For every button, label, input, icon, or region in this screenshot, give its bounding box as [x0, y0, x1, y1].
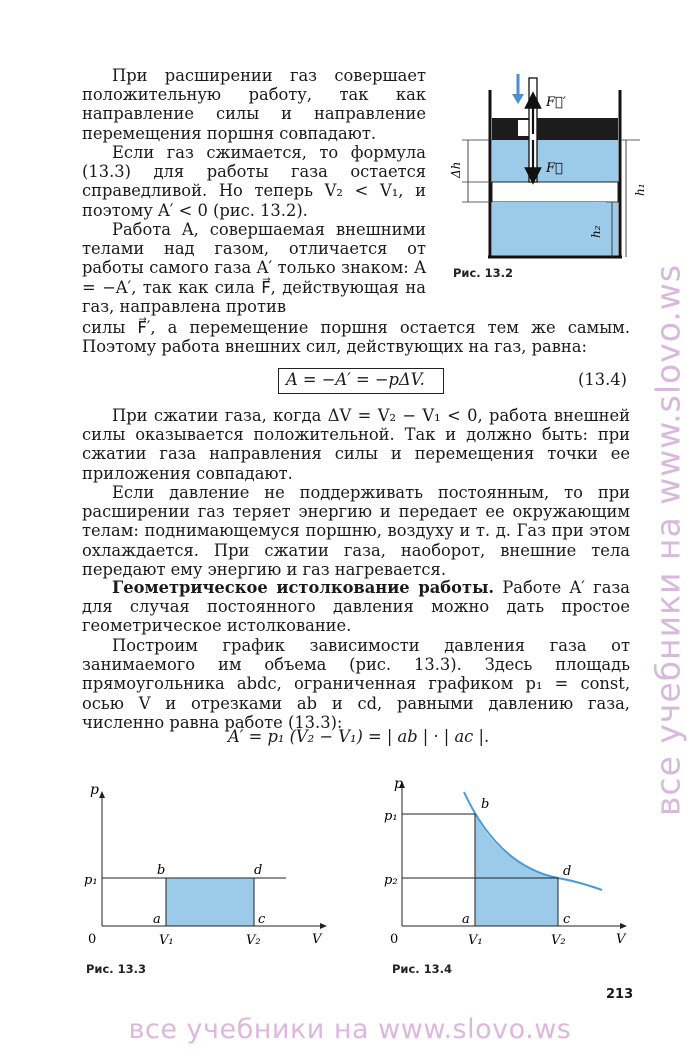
- figure-13-3: [80, 780, 340, 960]
- side-watermark: все учебники на www.slovo.ws: [648, 263, 688, 817]
- paragraph-external-work-continued: силы F⃗′, а перемещение поршня остается тем же самым. Поэтому работа внешних сил, действующих на газ, равна:: [82, 318, 630, 357]
- point-c-label: c: [258, 912, 266, 927]
- point-a-label: a: [462, 912, 470, 927]
- paragraph-external-work: Работа A, совершаемая внешними телами над газом, отличается от работы самого газа A′ только знаком: A = −A′, так как сила F⃗, действующая на газ, направлена против: [82, 220, 426, 316]
- figure-13-4-caption: Рис. 13.4: [392, 962, 453, 976]
- figure-13-2-caption: Рис. 13.2: [453, 266, 514, 280]
- h2-label: h₂: [589, 225, 603, 238]
- p-axis-label: p: [90, 782, 99, 798]
- piston-upper: [492, 118, 618, 140]
- point-b-label: b: [157, 863, 166, 878]
- section-heading: Геометрическое истолкование работы.: [112, 578, 495, 597]
- work-formula: A′ = p₁ (V₂ − V₁) = | ab | · | ac |.: [228, 727, 490, 746]
- force-f-prime-label: F⃗′: [546, 95, 566, 110]
- paragraph-compression-sign: При сжатии газа, когда ΔV = V₂ − V₁ < 0, работа внешней силы оказывается положительной. Так и должно быть: при сжатии газа направления силы и перемещения точки ее приложения совпадают.: [82, 406, 630, 483]
- force-f-label: F⃗: [546, 161, 563, 176]
- origin-label: 0: [390, 932, 399, 947]
- section-heading-rest: Работе A′ газа для случая постоянного давления можно дать простое геометрическое истолкование.: [82, 578, 630, 636]
- equation-number: (13.4): [578, 370, 627, 389]
- v-axis-label: V: [312, 932, 322, 947]
- paragraph-compression: Если газ сжимается, то формула (13.3) для работы газа остается справедливой. Но теперь V₂ < V₁, и поэтому A′ < 0 (рис. 13.2).: [82, 143, 426, 220]
- point-b-label: b: [481, 797, 490, 812]
- work-area: [166, 878, 254, 926]
- point-a-label: a: [153, 912, 161, 927]
- paragraph-geometric-interpretation: [82, 578, 630, 636]
- boxed-formula: A = −A′ = −pΔV.: [286, 370, 425, 389]
- page-number: 213: [606, 987, 634, 1002]
- paragraph-graph-description: Построим график зависимости давления газа от занимаемого им объема (рис. 13.3). Здесь площадь прямоугольника abdc, ограниченная графиком p₁ = const, осью V и отрезками ab и cd, равными давлению газа, численно равна работе (13.3):: [82, 636, 630, 732]
- p2-label: p₂: [384, 873, 398, 888]
- h1-label: h₁: [633, 183, 647, 196]
- p-axis-label: p: [394, 776, 403, 792]
- point-d-label: d: [563, 864, 572, 879]
- origin-label: 0: [88, 932, 97, 947]
- figure-13-3-caption: Рис. 13.3: [86, 962, 147, 976]
- point-d-label: d: [254, 863, 263, 878]
- figure-13-4: [380, 774, 640, 960]
- v1-label: V₁: [468, 933, 483, 948]
- bottom-watermark: все учебники на www.slovo.ws: [128, 1014, 572, 1045]
- paragraph-expansion-work: При расширении газ совершает положительную работу, так как направление силы и направление перемещения поршня совпадают.: [82, 66, 426, 143]
- figure-13-2: [440, 60, 660, 275]
- dh-label: Δh: [449, 161, 463, 178]
- p1-label: p₁: [84, 873, 98, 888]
- v1-label: V₁: [159, 933, 174, 948]
- paragraph-energy-transfer: Если давление не поддерживать постоянным, то при расширении газ теряет энергию и передает ее окружающим телам: поднимающемуся поршню, воздуху и т. д. Газ при этом охлаждается. При сжатии газа, наоборот, внешние тела передают ему энергию и газ нагревается.: [82, 483, 630, 579]
- point-c-label: c: [563, 912, 571, 927]
- v2-label: V₂: [551, 933, 566, 948]
- piston-lower: [492, 182, 618, 202]
- p1-label: p₁: [384, 809, 398, 824]
- v-axis-label: V: [616, 932, 626, 947]
- v2-label: V₂: [246, 933, 261, 948]
